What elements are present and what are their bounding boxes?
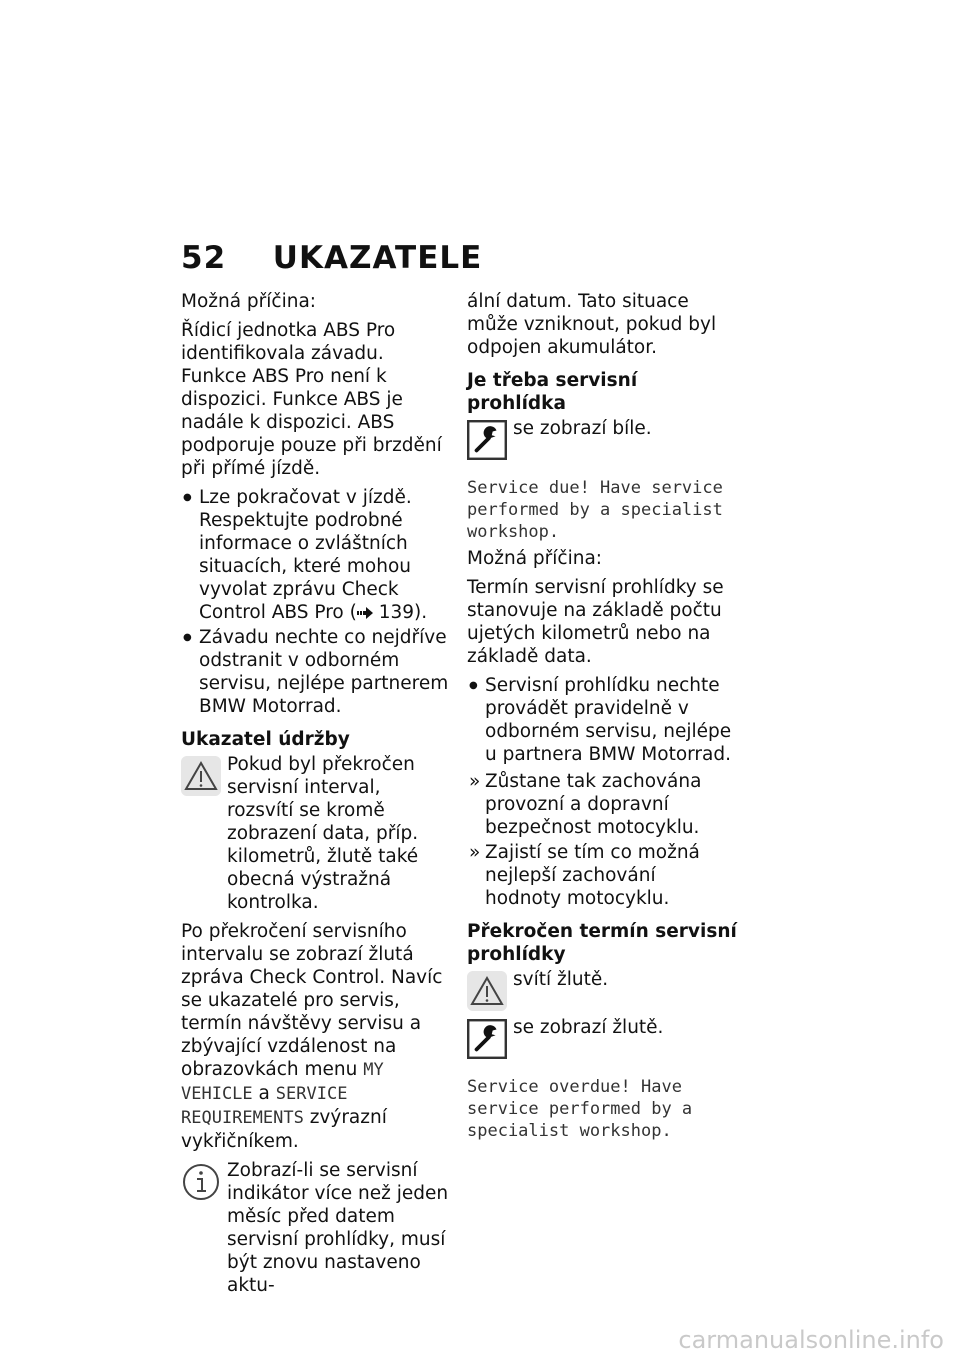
section-heading-service-due: Je třeba servisní prohlídka [467, 370, 638, 414]
paragraph-service: Po překročení servisního intervalu se zobrazí žlutá zpráva Check Control. Navíc se ukazatelé pro servis, termín návštěvy servisu a zbývající vzdálenost na obrazovkách menu MY VEHICLE a SERVICE REQUIREMENTS zvýrazní vykřičníkem. [181, 921, 443, 1152]
list-item: ● Servisní prohlídku nechte provádět pravidelně v odborném servisu, nejlépe u partnera BMW Motorrad. [467, 674, 737, 766]
wrench-icon [467, 1019, 507, 1059]
list-item: » Zajistí se tím co možná nejlepší zachování hodnoty motocyklu. [467, 841, 737, 910]
result-list [467, 770, 737, 910]
warning-note-yellow [467, 968, 737, 1016]
page-reference: 139). [378, 602, 428, 623]
wrench-text-yellow: se zobrazí žlutě. [513, 1017, 664, 1038]
page-header [181, 240, 482, 276]
warning-triangle-icon [181, 756, 221, 796]
menu-name-my-vehicle: MY VEHICLE [181, 1060, 384, 1104]
info-note [181, 1159, 451, 1297]
check-control-message-overdue: Service overdue! Have service performed by a specialist workshop. [467, 1077, 693, 1141]
list-item: ● Závadu nechte co nejdříve odstranit v odborném servisu, nejlépe partnerem BMW Motorrad. [181, 626, 451, 718]
wrench-text-white: se zobrazí bíle. [513, 418, 652, 439]
info-continuation: ální datum. Tato situace může vzniknout, pokud byl odpojen akumulátor. [467, 291, 717, 358]
warning-note [181, 753, 451, 914]
page-number: 52 [181, 240, 227, 276]
list-item: » Zůstane tak zachována provozní a dopravní bezpečnost motocyklu. [467, 770, 737, 839]
paragraph-abs: Řídicí jednotka ABS Pro identifikovala závadu. Funkce ABS Pro není k dispozici. Funkce ABS je nadále k dispozici. ABS podporuje pouze při brzdění při přímé jízdě. [181, 320, 442, 479]
info-text: Zobrazí-li se servisní indikátor více než jeden měsíc před datem servisní prohlídky, musí být znovu nastaveno aktu- [227, 1160, 449, 1296]
cause-label: Možná příčina: [467, 548, 603, 569]
bullet-list [467, 674, 737, 766]
reference-arrow-icon [357, 607, 373, 619]
bullet-list [181, 486, 451, 718]
left-column [181, 290, 451, 1297]
info-icon [181, 1162, 221, 1202]
warning-text: Pokud byl překročen servisní interval, rozsvítí se kromě zobrazení data, příp. kilometrů, žlutě také obecná výstražná kontrolka. [227, 754, 419, 913]
right-column [467, 290, 737, 1146]
cause-label: Možná příčina: [181, 291, 317, 312]
wrench-note-yellow [467, 1016, 737, 1064]
menu-name-service-requirements: SERVICE REQUIREMENTS [181, 1084, 348, 1128]
check-control-message: Service due! Have service performed by a specialist workshop. [467, 478, 723, 542]
list-item: ● Lze pokračovat v jízdě. Respektujte podrobné informace o zvláštních situacích, které mohou vyvolat zprávu Check Control ABS Pro ( 139). [181, 486, 451, 624]
section-heading-overdue: Překročen termín servisní prohlídky [467, 921, 737, 965]
section-heading: Ukazatel údržby [181, 729, 350, 750]
paragraph-service-date: Termín servisní prohlídky se stanovuje na základě počtu ujetých kilometrů nebo na základě data. [467, 577, 724, 667]
warning-text-yellow: svítí žlutě. [513, 969, 609, 990]
wrench-note-white [467, 417, 737, 465]
watermark: carmanualsonline.info [678, 1326, 944, 1354]
wrench-icon [467, 420, 507, 460]
warning-triangle-icon [467, 971, 507, 1011]
page-title: UKAZATELE [272, 240, 483, 276]
